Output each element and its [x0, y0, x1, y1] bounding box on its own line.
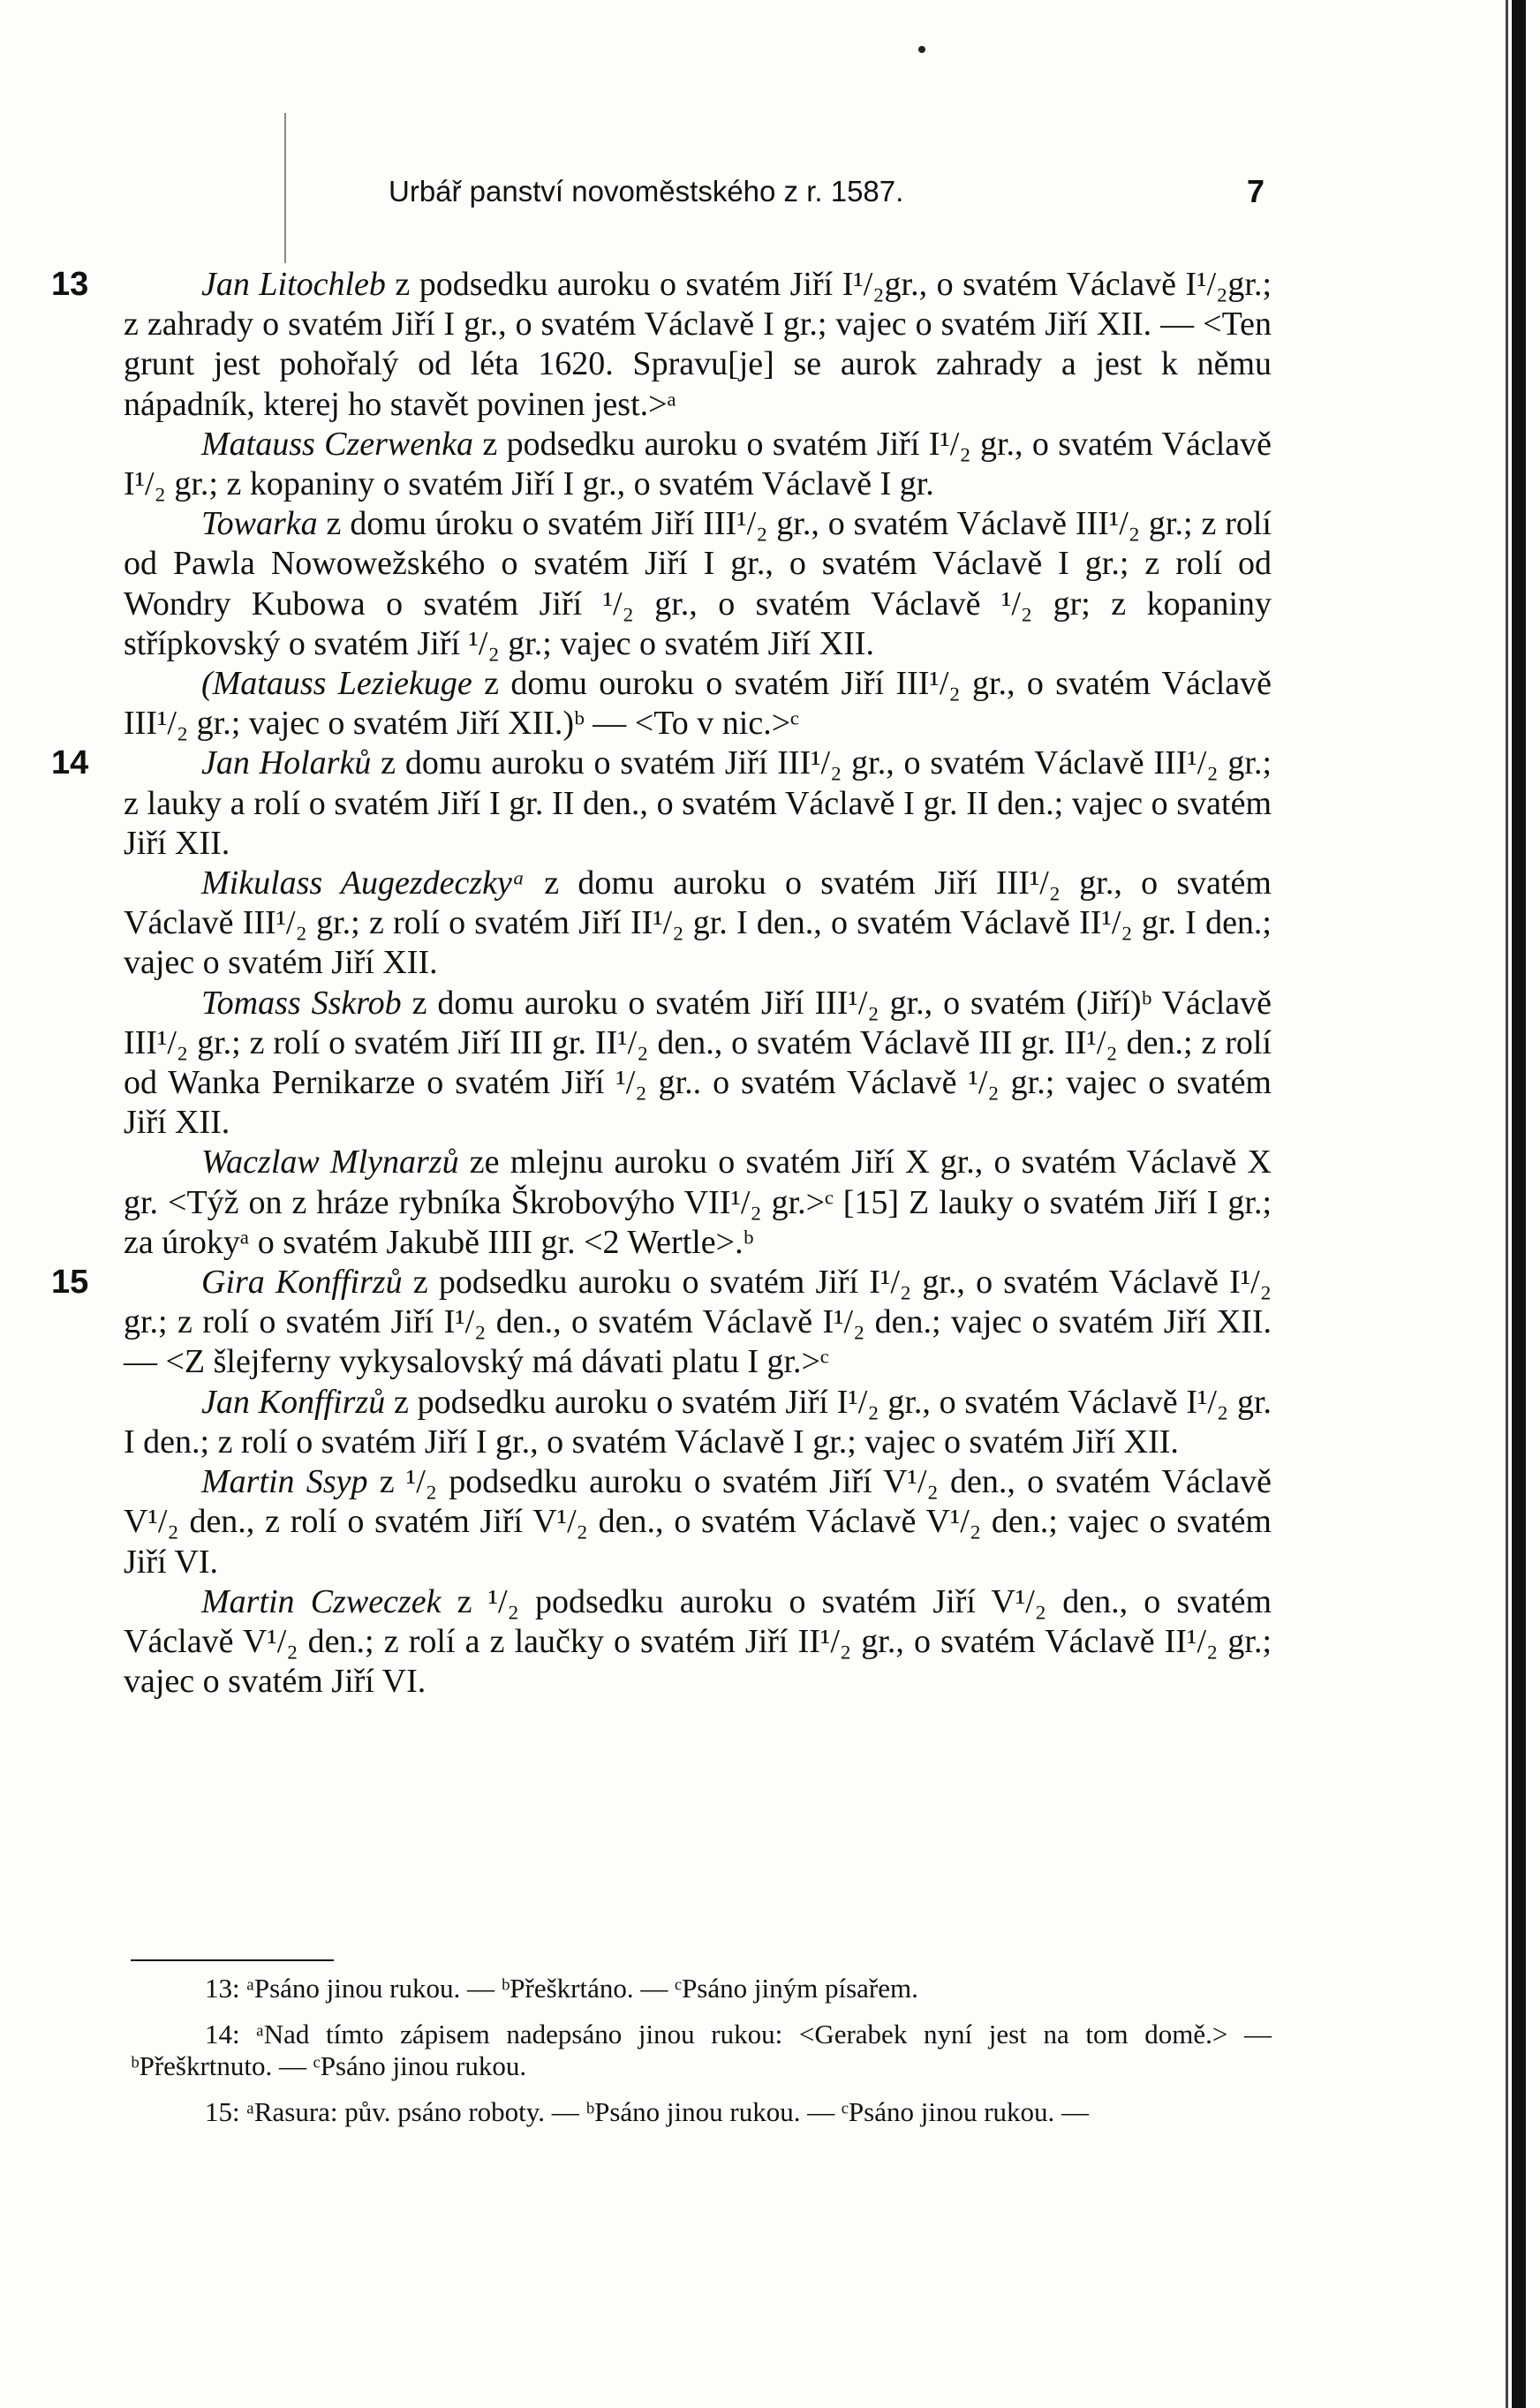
footnote: 14: ᵃNad tímto zápisem nadepsáno jinou rukou: <Gerabek nyní jest na tom domě.> — ᵇPřeškrtnuto. — ᶜPsáno jinou rukou.	[131, 2019, 1272, 2081]
entry	[51, 744, 1272, 864]
person-name: Mikulass Augezdeczkyᵃ	[201, 864, 526, 902]
entry	[124, 984, 1272, 1144]
entry-text: z podsedku auroku o svatém Jiří I¹/₂ gr., o svatém Václavě I¹/₂ gr. I den.; z rolí o svatém Jiří I gr., o svatém Václavě I gr.; vajec o svatém Jiří XII.	[124, 1383, 1272, 1461]
footnote: 13: ᵃPsáno jinou rukou. — ᵇPřeškrtáno. — ᶜPsáno jiným písařem.	[205, 1973, 918, 2004]
entry-text: z domu auroku o svatém Jiří III¹/₂ gr., o svatém (Jiří)ᵇ Václavě III¹/₂ gr.; z rolí o svatém Jiří III gr. II¹/₂ den., o svatém Václavě III gr. II¹/₂ den.; z rolí od Wanka Pernikarze o svatém Jiří ¹/₂ gr.. o svatém Václavě ¹/₂ gr.; vajec o svatém Jiří XII.	[124, 984, 1272, 1142]
entry	[51, 265, 1272, 425]
person-name: Tomass Sskrob	[201, 984, 402, 1022]
entry-text: z podsedku auroku o svatém Jiří I¹/₂ gr., o svatém Václavě I¹/₂ gr.; z kopaniny o svatém Jiří I gr., o svatém Václavě I gr.	[124, 425, 1272, 503]
person-name: Gira Konffirzů	[201, 1264, 403, 1302]
entry	[124, 425, 1272, 504]
entry-number: 13	[51, 266, 89, 303]
entry-text: z ¹/₂ podsedku auroku o svatém Jiří V¹/₂ den., o svatém Václavě V¹/₂ den.; z rolí a z laučky o svatém Jiří II¹/₂ gr., o svatém Václavě II¹/₂ gr.; vajec o svatém Jiří VI.	[124, 1582, 1272, 1701]
ink-speck	[918, 46, 925, 53]
entry-number: 15	[51, 1264, 89, 1302]
footnotes	[131, 1973, 1272, 2142]
person-name: Jan Konffirzů	[201, 1383, 386, 1421]
entry	[124, 1582, 1272, 1702]
gutter-mark	[284, 113, 286, 263]
entry-number: 14	[51, 744, 89, 782]
entry-text: z domu ouroku o svatém Jiří III¹/₂ gr., o svatém Václavě III¹/₂ gr.; vajec o svatém Jiří XII.)ᵇ — <To v nic.>ᶜ	[124, 665, 1272, 743]
person-name: Martin Czweczek	[201, 1582, 442, 1620]
footnote-divider	[131, 1959, 334, 1961]
entry	[124, 1383, 1272, 1462]
person-name: Waczlaw Mlynarzů	[201, 1144, 459, 1181]
entry	[124, 1462, 1272, 1582]
person-name: Matauss Czerwenka	[201, 425, 474, 463]
person-name: Martin Ssyp	[201, 1463, 368, 1501]
entry	[124, 504, 1272, 664]
person-name: Jan Holarků	[201, 744, 372, 782]
document-body	[51, 265, 1272, 1702]
person-name: Jan Litochleb	[201, 266, 386, 303]
entry-text: z domu úroku o svatém Jiří III¹/₂ gr., o svatém Václavě III¹/₂ gr.; z rolí od Pawla Nowowežského o svatém Jiří I gr., o svatém Václavě I gr.; z rolí od Wondry Kubowa o svatém Jiří ¹/₂ gr., o svatém Václavě ¹/₂ gr; z kopaniny střípkovský o svatém Jiří ¹/₂ gr.; vajec o svatém Jiří XII.	[124, 505, 1272, 662]
entry-text: ze mlejnu auroku o svatém Jiří X gr., o svatém Václavě X gr. <Týž on z hráze rybníka Škrobovýho VII¹/₂ gr.>ᶜ [15] Z lauky o svatém Jiří I gr.; za úrokyᵃ o svatém Jakubě IIII gr. <2 Wertle>.ᵇ	[124, 1144, 1272, 1261]
page-number: 7	[1247, 173, 1265, 209]
entry	[51, 1263, 1272, 1383]
page-edge-shadow	[1512, 0, 1526, 2408]
footnote: 15: ᵃRasura: pův. psáno roboty. — ᵇPsáno jinou rukou. — ᶜPsáno jinou rukou. —	[205, 2096, 1090, 2127]
entry-text: z ¹/₂ podsedku auroku o svatém Jiří V¹/₂ den., o svatém Václavě V¹/₂ den., z rolí o svatém Jiří V¹/₂ den., o svatém Václavě V¹/₂ den.; vajec o svatém Jiří VI.	[124, 1463, 1272, 1581]
entry-text: z podsedku auroku o svatém Jiří I¹/₂gr., o svatém Václavě I¹/₂gr.; z zahrady o svatém Jiří I gr., o svatém Václavě I gr.; vajec o svatém Jiří XII. — <Ten grunt jest pohořalý od léta 1620. Spravu[je] se aurok zahrady a jest k němu nápadník, kterej ho stavět povinen jest.>ᵃ	[124, 266, 1272, 423]
entry	[124, 1143, 1272, 1263]
entry-text: z podsedku auroku o svatém Jiří I¹/₂ gr., o svatém Václavě I¹/₂ gr.; z rolí o svatém Jiří I¹/₂ den., o svatém Václavě I¹/₂ den.; vajec o svatém Jiří XII. — <Z šlejferny vykysalovský má dávati platu I gr.>ᶜ	[124, 1264, 1272, 1381]
page-edge-line	[1506, 0, 1508, 2408]
entry	[124, 864, 1272, 984]
entry	[124, 664, 1272, 744]
entry-text: z domu auroku o svatém Jiří III¹/₂ gr., o svatém Václavě III¹/₂ gr.; z rolí o svatém Jiří II¹/₂ gr. I den., o svatém Václavě II¹/₂ gr. I den.; vajec o svatém Jiří XII.	[124, 864, 1272, 982]
entry-text: z domu auroku o svatém Jiří III¹/₂ gr., o svatém Václavě III¹/₂ gr.; z lauky a rolí o svatém Jiří I gr. II den., o svatém Václavě I gr. II den.; vajec o svatém Jiří XII.	[124, 744, 1272, 862]
running-header: Urbář panství novoměstského z r. 1587.	[389, 175, 904, 208]
person-name: (Matauss Leziekuge	[201, 665, 472, 703]
person-name: Towarka	[201, 505, 318, 543]
